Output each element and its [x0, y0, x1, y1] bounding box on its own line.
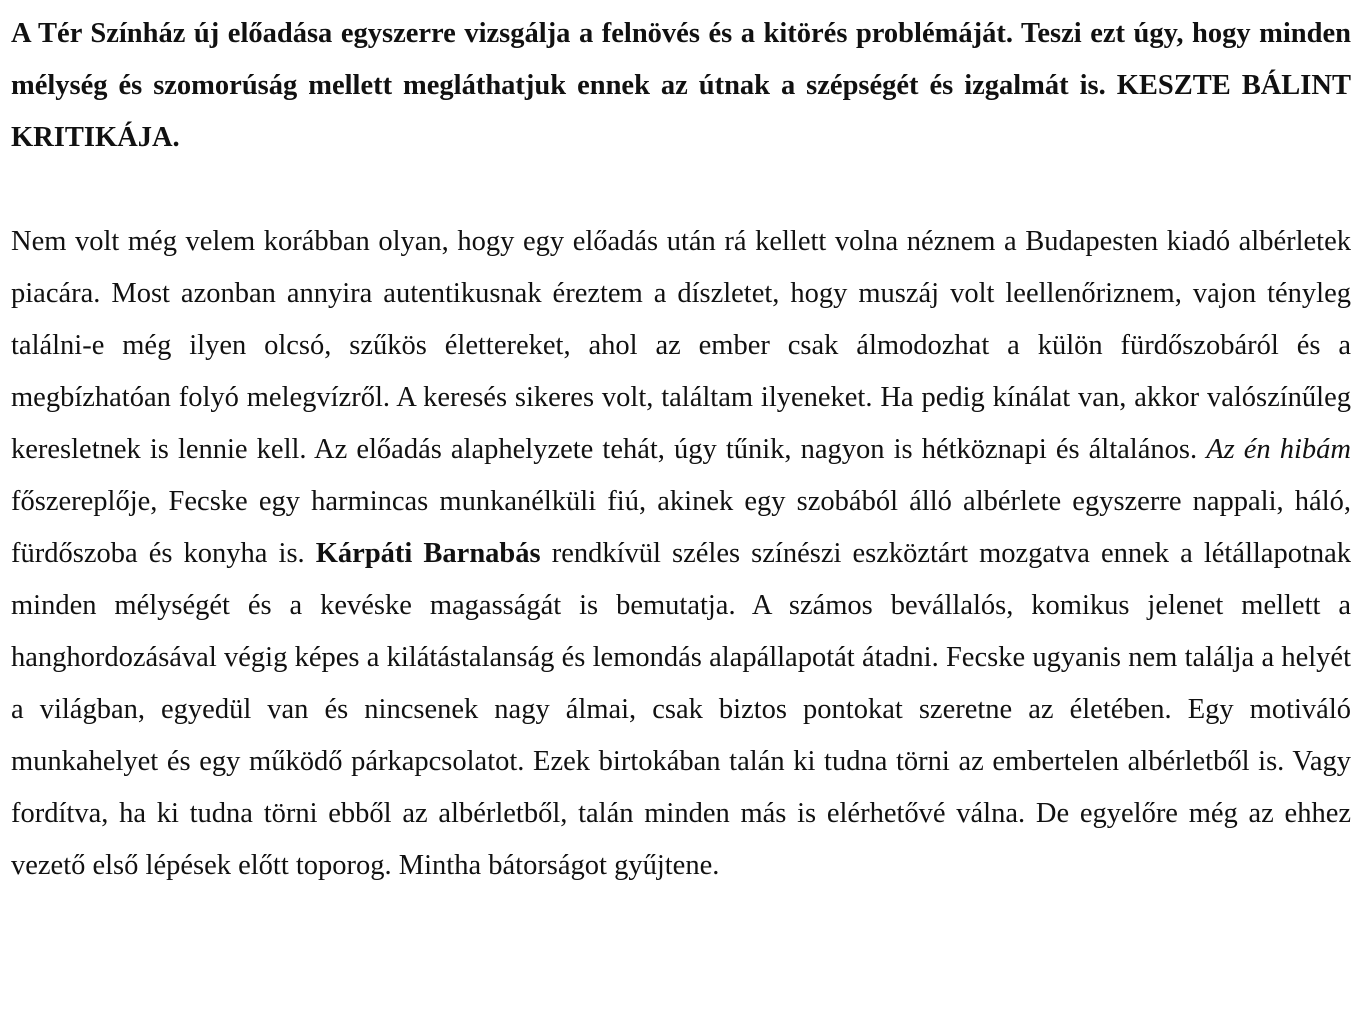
body-text-part-3: rendkívül széles színészi eszköztárt mozgatva ennek a létállapotnak minden mélységét és a kevéske magasságát is bemutatja. A számos bevállalós, komikus jelenet mellett a hanghordozásával végig képes a kilátástalanság és lemondás alapállapotát átadni. Fecske ugyanis nem találja a helyét a világban, egyedül van és nincsenek nagy álmai, csak biztos pontokat szeretne az életében. Egy motiváló munkahelyet és egy működő párkapcsolatot. Ezek birtokában talán ki tudna törni az embertelen albérletből is. Vagy fordítva, ha ki tudna törni ebből az albérletből, talán minden más is elérhetővé válna. De egyelőre még az ehhez vezető első lépések előtt toporog. Mintha bátorságot gyűjtene.	[11, 538, 1352, 881]
body-text-part-1: Nem volt még velem korábban olyan, hogy egy előadás után rá kellett volna néznem a Budapesten kiadó albérletek piacára. Most azonban annyira autentikusnak éreztem a díszletet, hogy muszáj volt leellenőriznem, vajon tényleg találni-e még ilyen olcsó, szűkös élettereket, ahol az ember csak álmodozhat a külön fürdőszobáról és a megbízhatóan folyó melegvízről. A keresés sikeres volt, találtam ilyeneket. Ha pedig kínálat van, akkor valószínűleg keresletnek is lennie kell. Az előadás alaphelyzete tehát, úgy tűnik, nagyon is hétköznapi és általános.	[11, 226, 1351, 465]
play-title: Az én hibám	[1206, 434, 1352, 465]
article-lead	[11, 8, 1351, 164]
byline: KESZTE BÁLINT KRITIKÁJA.	[11, 70, 1351, 153]
article-body-paragraph	[11, 216, 1351, 892]
body-text-part-2: főszereplője, Fecske egy harmincas munkanélküli fiú, akinek egy szobából álló albérlete egyszerre nappali, háló, fürdőszoba és konyha is.	[11, 486, 1351, 569]
lead-text: A Tér Színház új előadása egyszerre vizsgálja a felnövés és a kitörés problémáját. Teszi ezt úgy, hogy minden mélység és szomorúság mellett megláthatjuk ennek az útnak a szépségét és izgalmát is.	[11, 18, 1351, 101]
actor-name: Kárpáti Barnabás	[315, 538, 541, 569]
article	[11, 8, 1351, 892]
